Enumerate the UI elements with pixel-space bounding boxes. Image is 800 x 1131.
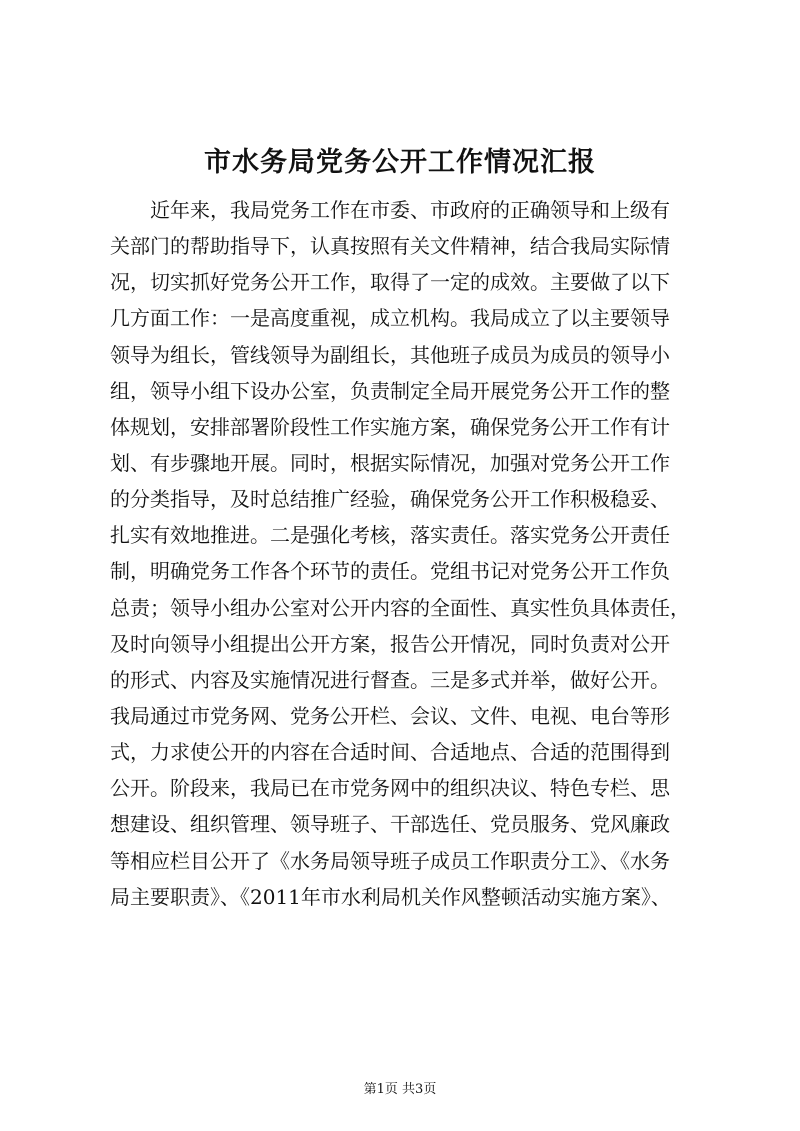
- document-body: [110, 192, 714, 915]
- text-line: 我局通过市党务网、党务公开栏、会议、文件、电视、电台等形: [110, 703, 670, 728]
- text-line: 式，力求使公开的内容在合适时间、合适地点、合适的范围得到: [110, 740, 670, 765]
- text-line: 制，明确党务工作各个环节的责任。党组书记对党务公开工作负: [110, 559, 670, 584]
- text-line: 公开。阶段来，我局已在市党务网中的组织决议、特色专栏、思: [110, 776, 670, 801]
- text-line: 况，切实抓好党务公开工作，取得了一定的成效。主要做了以下: [110, 270, 670, 295]
- page-number-footer: 第1页 共3页: [363, 1082, 437, 1097]
- text-line: 领导为组长，管线领导为副组长，其他班子成员为成员的领导小: [110, 342, 670, 367]
- text-line: 的分类指导，及时总结推广经验，确保党务公开工作积极稳妥、: [110, 487, 670, 512]
- text-line: 体规划，安排部署阶段性工作实施方案，确保党务公开工作有计: [110, 414, 670, 439]
- text-line: 扎实有效地推进。二是强化考核，落实责任。落实党务公开责任: [110, 523, 670, 548]
- text-line: 等相应栏目公开了《水务局领导班子成员工作职责分工》、《水务: [110, 848, 670, 873]
- text-line: 总责；领导小组办公室对公开内容的全面性、真实性负具体责任，: [110, 595, 690, 620]
- text-line: 几方面工作：一是高度重视，成立机构。我局成立了以主要领导: [110, 306, 670, 331]
- text-line: 想建设、组织管理、领导班子、干部选任、党员服务、党风廉政: [110, 812, 670, 837]
- text-line: 划、有步骤地开展。同时，根据实际情况，加强对党务公开工作: [110, 450, 670, 475]
- text-line: 关部门的帮助指导下，认真按照有关文件精神，结合我局实际情: [110, 234, 670, 259]
- text-line: 近年来，我局党务工作在市委、市政府的正确领导和上级有: [150, 198, 670, 222]
- text-line: 组，领导小组下设办公室，负责制定全局开展党务公开工作的整: [110, 378, 670, 403]
- document-title: 市水务局党务公开工作情况汇报: [204, 147, 596, 178]
- text-line: 局主要职责》、《2011年市水利局机关作风整顿活动实施方案》、: [110, 884, 671, 909]
- text-line: 及时向领导小组提出公开方案，报告公开情况，同时负责对公开: [110, 631, 670, 656]
- text-line: 的形式、内容及实施情况进行督查。三是多式并举，做好公开。: [110, 667, 670, 692]
